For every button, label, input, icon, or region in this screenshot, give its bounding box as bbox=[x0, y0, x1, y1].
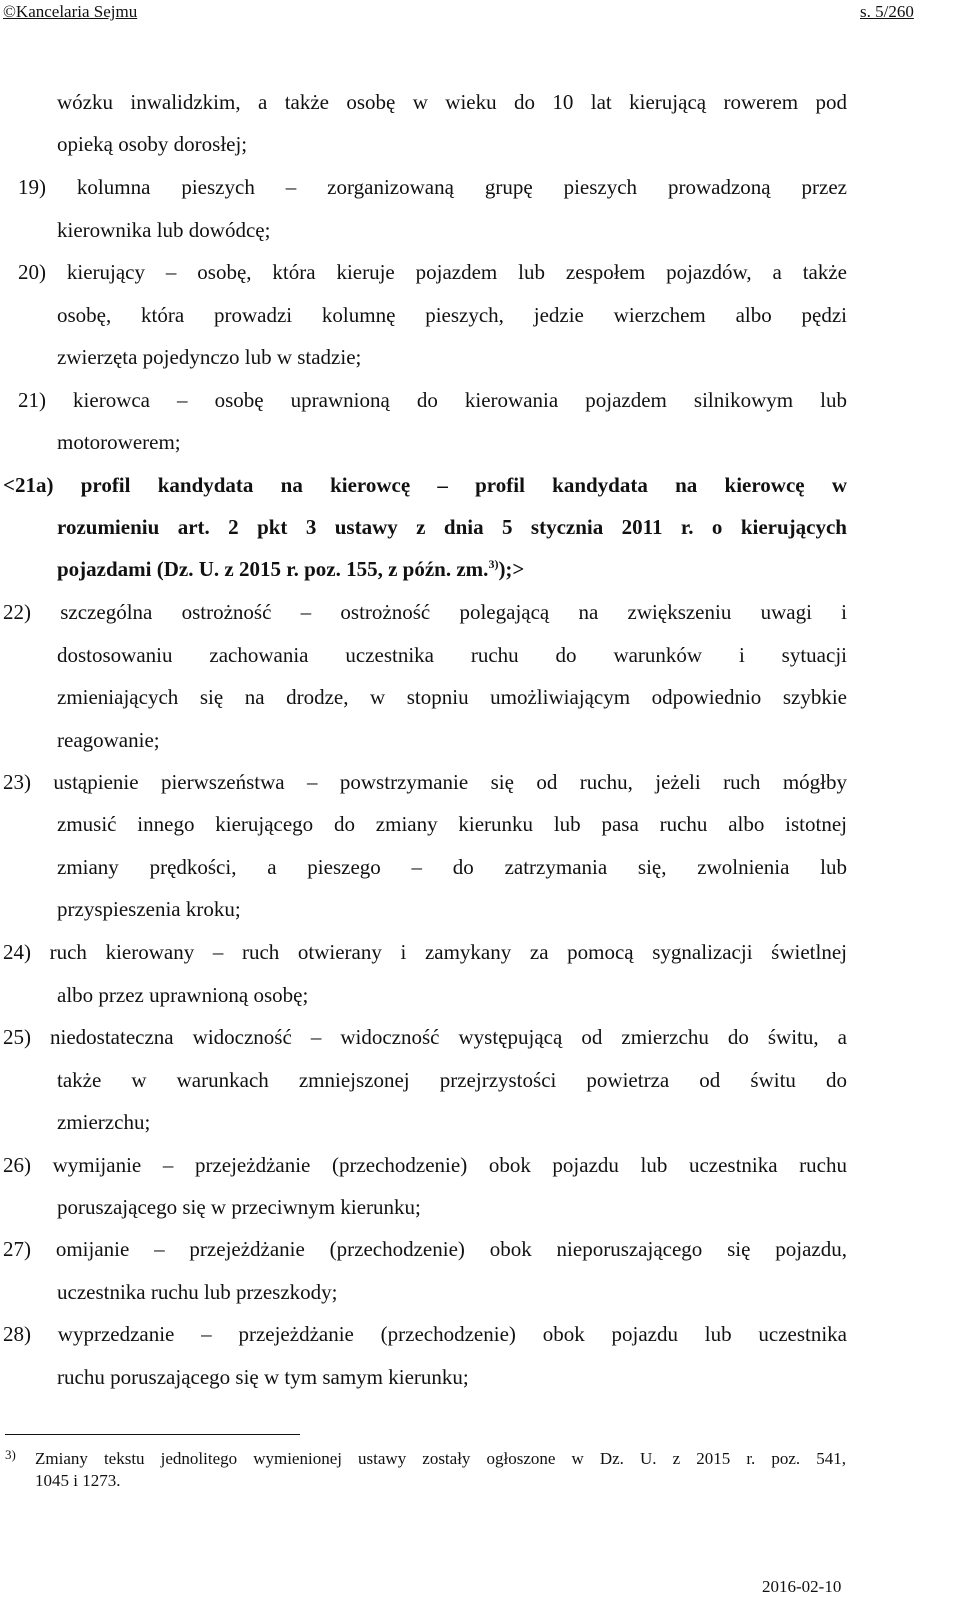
text-line-content: osobę, która prowadzi kolumnę pieszych, jedzie wierzchem albo pędzi bbox=[57, 303, 847, 327]
text-line bbox=[57, 90, 847, 116]
footnote-reference[interactable]: 3) bbox=[488, 557, 499, 571]
text-line-content: zwierzęta pojedynczo lub w stadzie; bbox=[57, 345, 362, 369]
text-line bbox=[3, 1025, 847, 1051]
text-line-content: przyspieszenia kroku; bbox=[57, 897, 241, 921]
header-copyright: ©Kancelaria Sejmu bbox=[3, 2, 138, 21]
text-line bbox=[57, 983, 308, 1009]
text-line-content: zmierzchu; bbox=[57, 1110, 151, 1134]
text-line-content: 23) ustąpienie pierwszeństwa – powstrzymanie się od ruchu, jeżeli ruch mógłby bbox=[3, 770, 847, 794]
text-line-content: 27) omijanie – przejeżdżanie (przechodzenie) obok nieporuszającego się pojazdu, bbox=[3, 1237, 847, 1261]
text-line bbox=[18, 388, 847, 414]
text-line-content: poruszającego się w przeciwnym kierunku; bbox=[57, 1195, 421, 1219]
text-line bbox=[3, 600, 847, 626]
text-line bbox=[3, 473, 847, 499]
text-line-content: 24) ruch kierowany – ruch otwierany i zamykany za pomocą sygnalizacji świetlnej bbox=[3, 940, 847, 964]
text-line bbox=[57, 1110, 150, 1136]
text-line-content: ruchu poruszającego się w tym samym kierunku; bbox=[57, 1365, 469, 1389]
text-line-content: 26) wymijanie – przejeżdżanie (przechodzenie) obok pojazdu lub uczestnika ruchu bbox=[3, 1153, 847, 1177]
header-page-number: s. 5/260 bbox=[860, 2, 914, 21]
text-line bbox=[57, 1068, 847, 1094]
text-line bbox=[18, 175, 847, 201]
text-line bbox=[57, 557, 524, 583]
text-line-content: dostosowaniu zachowania uczestnika ruchu do warunków i sytuacji bbox=[57, 643, 847, 667]
text-line-content: opieką osoby dorosłej; bbox=[57, 132, 248, 156]
footnote-text-line-2: 1045 i 1273. bbox=[35, 1471, 121, 1490]
text-line-content: <21a) profil kandydata na kierowcę – profil kandydata na kierowcę w bbox=[3, 473, 847, 497]
text-line bbox=[57, 1365, 469, 1391]
footnote-text-line-1: Zmiany tekstu jednolitego wymienionej ustawy zostały ogłoszone w Dz. U. z 2015 r. poz. 541, bbox=[35, 1449, 846, 1468]
text-line-content: 28) wyprzedzanie – przejeżdżanie (przechodzenie) obok pojazdu lub uczestnika bbox=[3, 1322, 847, 1346]
text-line bbox=[3, 1322, 847, 1348]
footer-date: 2016-02-10 bbox=[762, 1577, 842, 1596]
text-line-content: 19) kolumna pieszych – zorganizowaną grupę pieszych prowadzoną przez bbox=[18, 175, 847, 199]
text-line-content: wózku inwalidzkim, a także osobę w wieku do 10 lat kierującą rowerem pod bbox=[57, 90, 847, 114]
text-line bbox=[57, 728, 160, 754]
text-line-content: zmieniających się na drodze, w stopniu umożliwiającym odpowiednio szybkie bbox=[57, 685, 847, 709]
text-line-content: także w warunkach zmniejszonej przejrzystości powietrza od świtu do bbox=[57, 1068, 847, 1092]
text-line-content: kierownika lub dowódcę; bbox=[57, 218, 271, 242]
text-line-content: rozumieniu art. 2 pkt 3 ustawy z dnia 5 stycznia 2011 r. o kierujących bbox=[57, 515, 847, 539]
text-line-content: 25) niedostateczna widoczność – widoczność występującą od zmierzchu do świtu, a bbox=[3, 1025, 847, 1049]
footnote-number: 3) bbox=[5, 1447, 16, 1462]
footnote-separator bbox=[5, 1434, 300, 1435]
text-line bbox=[57, 515, 847, 541]
text-line bbox=[57, 1195, 421, 1221]
text-line bbox=[57, 855, 847, 881]
text-line-content: zmusić innego kierującego do zmiany kierunku lub pasa ruchu albo istotnej bbox=[57, 812, 847, 836]
text-line-tail: );> bbox=[498, 557, 525, 581]
text-line bbox=[57, 345, 361, 371]
text-line-content: 22) szczególna ostrożność – ostrożność polegającą na zwiększeniu uwagi i bbox=[3, 600, 847, 624]
text-line-content: 21) kierowca – osobę uprawnioną do kierowania pojazdem silnikowym lub bbox=[18, 388, 847, 412]
text-line bbox=[57, 1280, 338, 1306]
text-line-content: uczestnika ruchu lub przeszkody; bbox=[57, 1280, 338, 1304]
text-line bbox=[57, 430, 181, 456]
text-line bbox=[57, 643, 847, 669]
text-line-content: albo przez uprawnioną osobę; bbox=[57, 983, 309, 1007]
text-line bbox=[57, 132, 247, 158]
text-line bbox=[3, 940, 847, 966]
text-line-content: pojazdami (Dz. U. z 2015 r. poz. 155, z późn. zm. bbox=[57, 557, 489, 581]
text-line bbox=[57, 812, 847, 838]
text-line-content: zmiany prędkości, a pieszego – do zatrzymania się, zwolnienia lub bbox=[57, 855, 847, 879]
text-line-content: 20) kierujący – osobę, która kieruje pojazdem lub zespołem pojazdów, a także bbox=[18, 260, 847, 284]
text-line bbox=[57, 303, 847, 329]
text-line bbox=[57, 218, 270, 244]
text-line-content: motorowerem; bbox=[57, 430, 181, 454]
text-line bbox=[18, 260, 847, 286]
text-line bbox=[3, 1153, 847, 1179]
text-line bbox=[3, 770, 847, 796]
text-line bbox=[57, 685, 847, 711]
text-line bbox=[3, 1237, 847, 1263]
text-line-content: reagowanie; bbox=[57, 728, 160, 752]
text-line bbox=[57, 897, 241, 923]
